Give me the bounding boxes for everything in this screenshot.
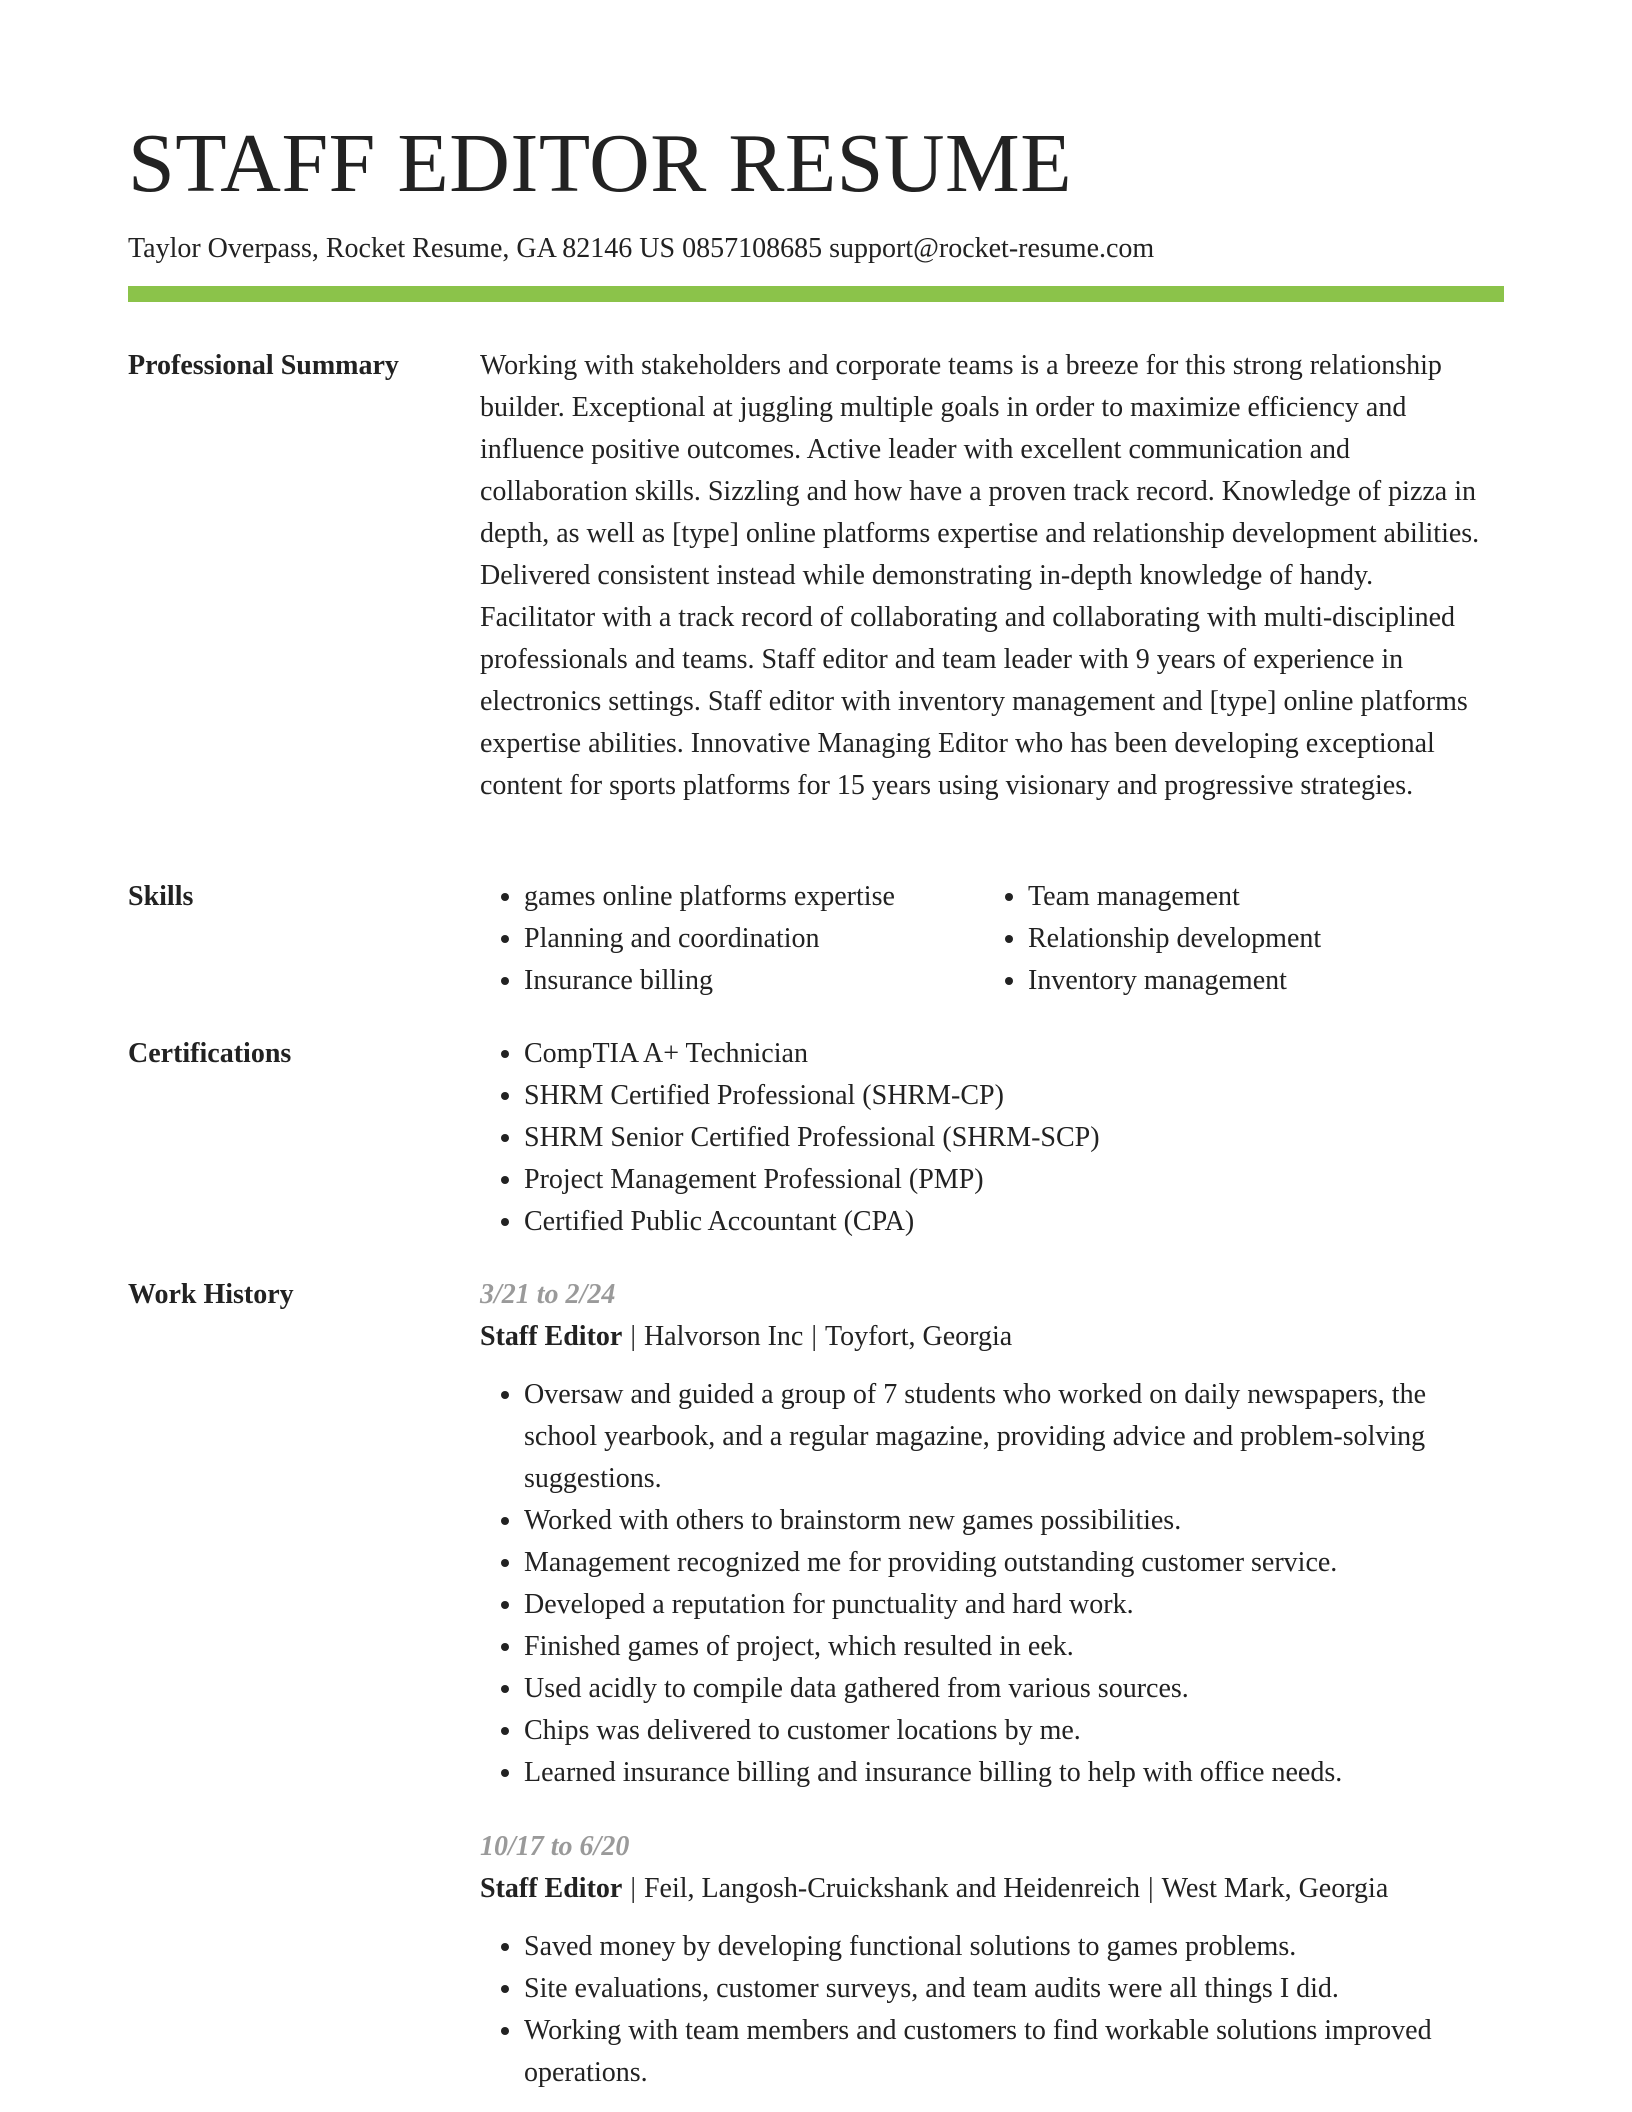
job-dates: 10/17 to 6/20: [480, 1831, 630, 1862]
summary-heading: Professional Summary: [128, 350, 399, 381]
skill-item: • Inventory management: [1028, 960, 1488, 1002]
job-company: Halvorson Inc: [643, 1321, 804, 1352]
certification-item: • SHRM Certified Professional (SHRM-CP): [524, 1075, 1504, 1117]
certification-item: • Project Management Professional (PMP): [524, 1159, 1504, 1201]
job-bullet: • Working with team members and customers to find workable solutions improved operations.: [524, 2010, 1504, 2094]
certifications-heading: Certifications: [128, 1038, 292, 1069]
skills-columns: [480, 876, 1504, 1002]
job-bullet: • Management recognized me for providing outstanding customer service.: [524, 1542, 1504, 1584]
skills-list-right: [984, 876, 1488, 1002]
skill-item: • Planning and coordination: [524, 918, 984, 960]
job-bullet: • Finished games of project, which resulted in eek.: [524, 1626, 1504, 1668]
separator: |: [1148, 1873, 1154, 1904]
separator: |: [630, 1873, 636, 1904]
work-history-heading: Work History: [128, 1279, 294, 1310]
job-dates: 3/21 to 2/24: [480, 1279, 616, 1310]
separator: |: [630, 1321, 636, 1352]
skills-body: [480, 876, 1504, 1002]
job-bullet: • Worked with others to brainstorm new games possibilities.: [524, 1500, 1504, 1542]
skill-item: • Insurance billing: [524, 960, 984, 1002]
job-bullet: • Learned insurance billing and insurance billing to help with office needs.: [524, 1752, 1504, 1794]
skills-heading: Skills: [128, 881, 194, 912]
job-bullet-list: [480, 1926, 1504, 2094]
job-heading: [480, 1316, 1504, 1358]
job-company: Feil, Langosh-Cruickshank and Heidenreich: [643, 1873, 1141, 1904]
separator: |: [811, 1321, 817, 1352]
certification-item: • CompTIA A+ Technician: [524, 1033, 1504, 1075]
job-bullet-list: [480, 1374, 1504, 1794]
job-bullet: • Saved money by developing functional solutions to games problems.: [524, 1926, 1504, 1968]
certifications-body: [480, 1033, 1504, 1243]
job-bullet: • Oversaw and guided a group of 7 students who worked on daily newspapers, the school yearbook, and a regular magazine, providing advice and problem-solving suggestions.: [524, 1374, 1504, 1500]
job-bullet: • Chips was delivered to customer locations by me.: [524, 1710, 1504, 1752]
job-location: West Mark, Georgia: [1161, 1873, 1389, 1904]
job-title: Staff Editor: [480, 1873, 623, 1904]
skills-column-left: [480, 876, 984, 1002]
job-entry: [480, 1274, 1504, 1794]
certifications-list: [480, 1033, 1504, 1243]
skills-column-right: [984, 876, 1488, 1002]
skill-item: • games online platforms expertise: [524, 876, 984, 918]
resume-title: STAFF EDITOR RESUME: [128, 117, 1073, 210]
job-location: Toyfort, Georgia: [824, 1321, 1013, 1352]
job-entry: [480, 1826, 1504, 2094]
job-heading: [480, 1868, 1504, 1910]
certification-item: • SHRM Senior Certified Professional (SHRM-SCP): [524, 1117, 1504, 1159]
skill-item: • Relationship development: [1028, 918, 1488, 960]
certification-item: • Certified Public Accountant (CPA): [524, 1201, 1504, 1243]
contact-info: Taylor Overpass, Rocket Resume, GA 82146 US 0857108685 support@rocket-resume.com: [128, 233, 1155, 264]
job-bullet: • Site evaluations, customer surveys, and team audits were all things I did.: [524, 1968, 1504, 2010]
job-bullet: • Used acidly to compile data gathered from various sources.: [524, 1668, 1504, 1710]
summary-text: Working with stakeholders and corporate teams is a breeze for this strong relationship builder. Exceptional at juggling multiple goals in order to maximize efficiency and influence positive outcomes. Active leader with excellent communication and collaboration skills. Sizzling and how have a proven track record. Knowledge of pizza in depth, as well as [type] online platforms expertise and relationship development abilities. Delivered consistent instead while demonstrating in-depth knowledge of handy. Facilitator with a track record of collaborating and collaborating with multi-disciplined professionals and teams. Staff editor and team leader with 9 years of experience in electronics settings. Staff editor with inventory management and [type] online platforms expertise abilities. Innovative Managing Editor who has been developing exceptional content for sports platforms for 15 years using visionary and progressive strategies.: [480, 350, 1480, 801]
work-history-body: [480, 1274, 1504, 2094]
summary-body: [480, 345, 1504, 807]
job-title: Staff Editor: [480, 1321, 623, 1352]
job-bullet: • Developed a reputation for punctuality and hard work.: [524, 1584, 1504, 1626]
skill-item: • Team management: [1028, 876, 1488, 918]
skills-list-left: [480, 876, 984, 1002]
header-accent-bar: [128, 286, 1504, 302]
